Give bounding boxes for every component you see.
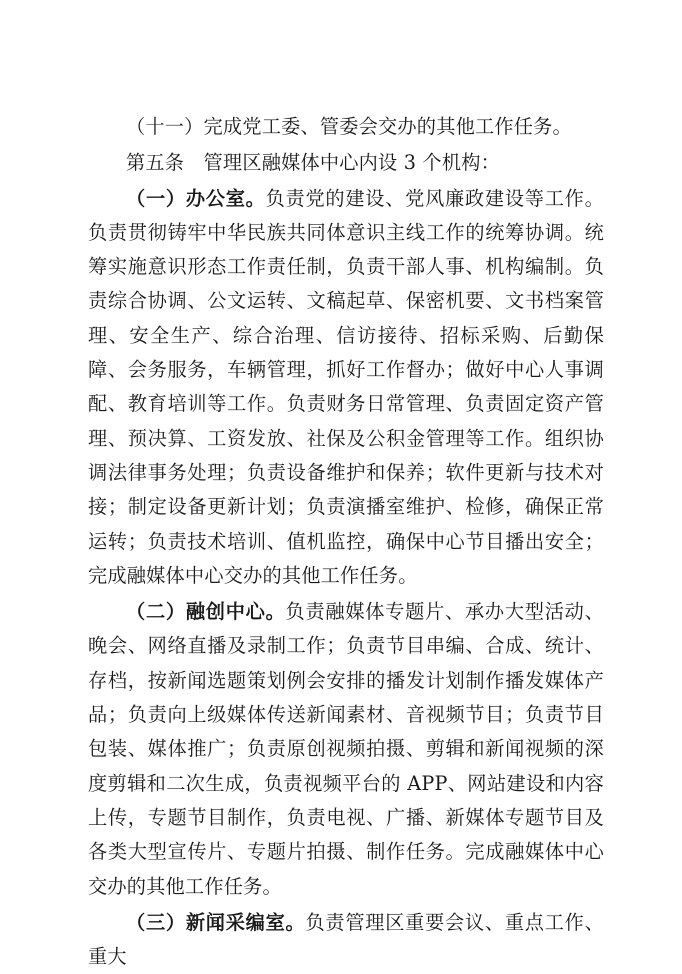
item-11-paragraph (88, 110, 604, 144)
section-2-paragraph (88, 595, 604, 904)
section-2-heading: （二）融创中心。 (126, 600, 286, 624)
section-3-paragraph (88, 906, 604, 974)
article-5-paragraph (88, 146, 604, 180)
article-5-text: 第五条 管理区融媒体中心内设 3 个机构： (126, 151, 500, 175)
item-11-text: （十一）完成党工委、管委会交办的其他工作任务。 (126, 115, 572, 138)
section-1-paragraph (88, 182, 604, 594)
section-3-body: 负责管理区重要会议、重点工作、重大 (88, 910, 604, 969)
section-1-body: 负责党的建设、党风廉政建设等工作。负责贯彻铸牢中华民族共同体意识主线工作的统筹协调。统筹实施意识形态工作责任制，负责干部人事、机构编制。负责综合协调、公文运转、文稿起草、保密机要、文书档案管理、安全生产、综合治理、信访接待、招标采购、后勤保障、会务服务，车辆管理，抓好工作督办；做好中心人事调配、教育培训等工作。负责财务日常管理、负责固定资产管理、预决算、工资发放、社保及公积金管理等工作。组织协调法律事务处理；负责设备维护和保养；软件更新与技术对接；制定设备更新计划；负责演播室维护、检修，确保正常运转；负责技术培训、值机监控，确保中心节目播出安全；完成融媒体中心交办的其他工作任务。 (88, 186, 604, 587)
document-body (88, 110, 604, 974)
section-1-heading: （一）办公室。 (126, 186, 266, 210)
section-2-body: 负责融媒体专题片、承办大型活动、晚会、网络直播及录制工作；负责节目串编、合成、统计、存档，按新闻选题策划例会安排的播发计划制作播发媒体产品；负责向上级媒体传送新闻素材、音视频节目；负责节目包装、媒体推广；负责原创视频拍摄、剪辑和新闻视频的深度剪辑和二次生成，负责视频平台的 APP、网站建设和内容上传，专题节目制作，负责电视、广播、新媒体专题节目及各类大型宣传片、专题片拍摄、制作任务。完成融媒体中心交办的其他工作任务。 (88, 600, 604, 898)
section-3-heading: （三）新闻采编室。 (126, 910, 306, 934)
